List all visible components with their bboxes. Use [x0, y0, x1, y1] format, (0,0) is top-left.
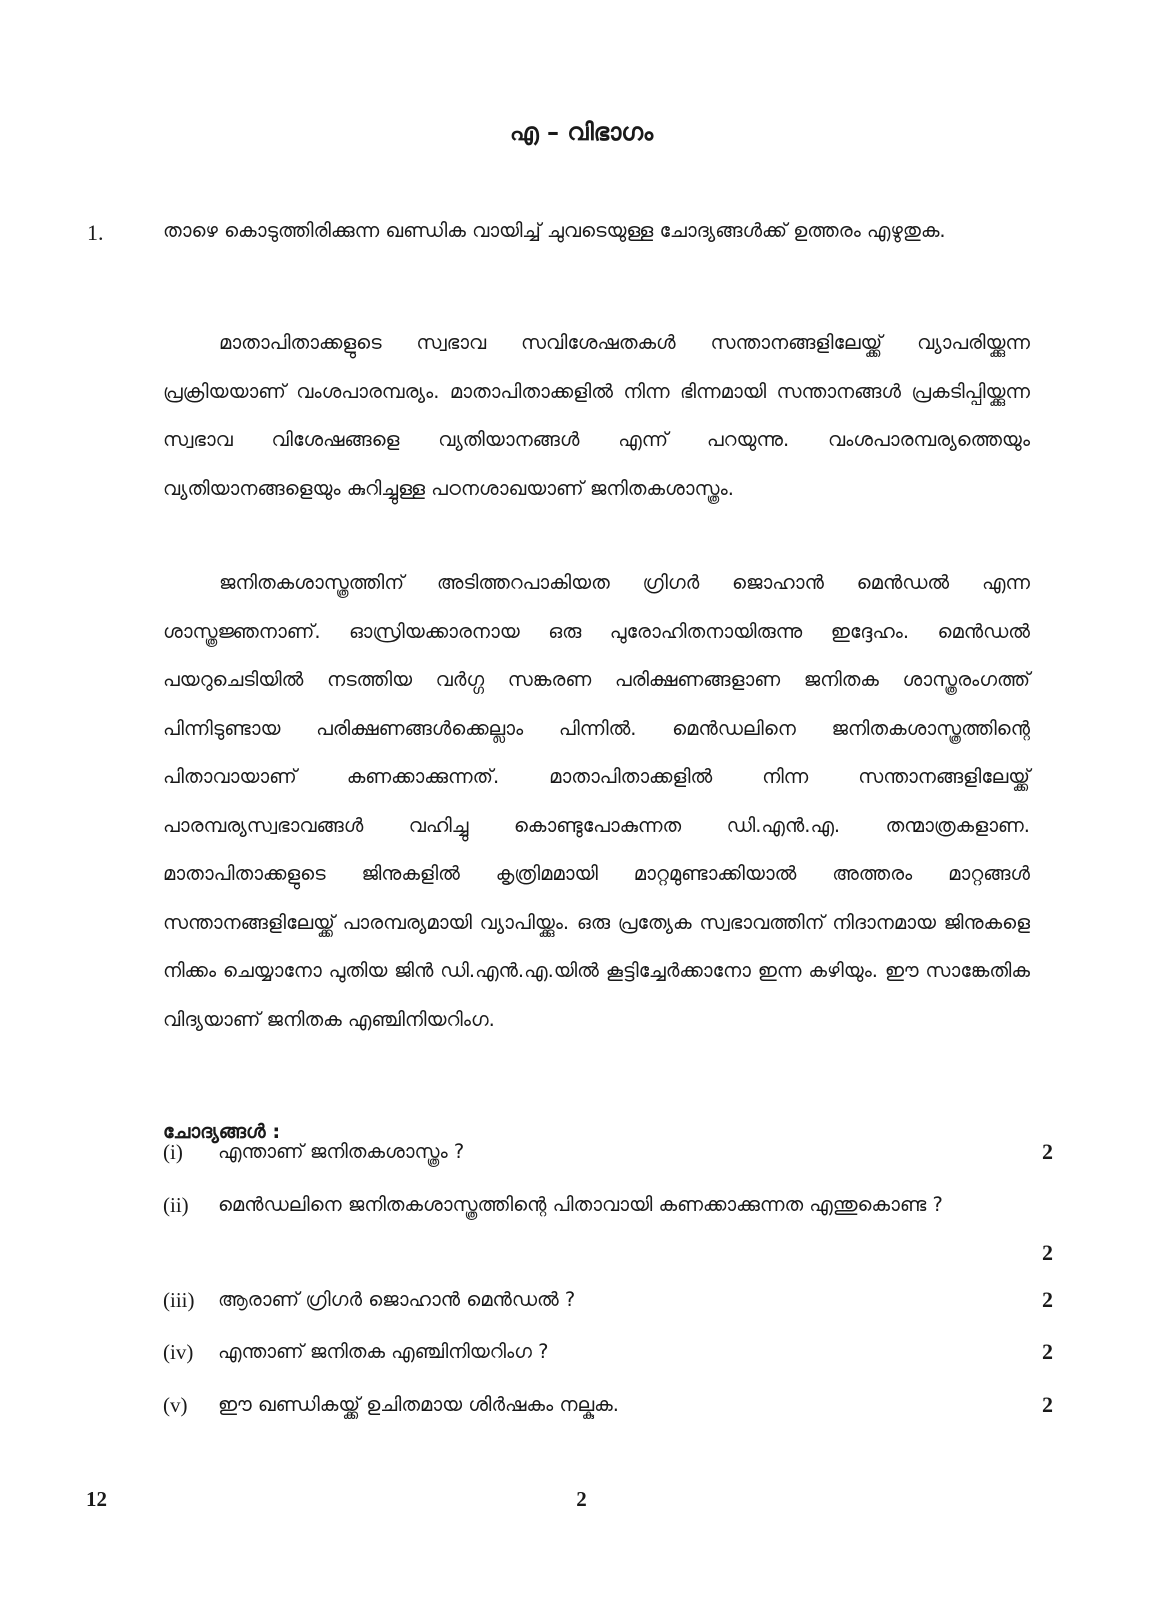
sub-question [163, 1328, 1053, 1376]
paper-code: 12 [86, 1487, 107, 1511]
sub-question [163, 1128, 1053, 1176]
sub-question-text: ആരാണ് ഗ്രിഗർ ജൊഹാൻ മെൻഡൽ ? [218, 1288, 576, 1311]
sub-question-marks: 2 [1042, 1287, 1053, 1312]
sub-question [163, 1181, 1053, 1277]
sub-question-text: എന്താണ് ജനിതക എഞ്ചിനിയറിംഗ ? [218, 1340, 549, 1363]
sub-question [163, 1381, 1053, 1429]
passage-paragraph-2: ജനിതകശാസ്ത്രത്തിന് അടിത്തറപാകിയത ഗ്രിഗർ ജൊഹാൻ മെൻഡൽ എന്ന ശാസ്ത്രജ്ഞനാണ്. ഓസ്രിയക്കാരനായ ഒരു പുരോഹിതനായിരുന്നു ഇദ്ദേഹം. മെൻഡൽ പയറുചെടിയിൽ നടത്തിയ വർഗ്ഗ സങ്കരണ പരിക്ഷണങ്ങളാണ ജനിതക ശാസ്ത്രരംഗത്ത് പിന്നിടുണ്ടായ പരിക്ഷണങ്ങൾക്കെല്ലാം പിന്നിൽ. മെൻഡലിനെ ജനിതകശാസ്ത്രത്തിന്റെ പിതാവായാണ് കണക്കാക്കുന്നത്. മാതാപിതാക്കളിൽ നിന്ന സന്താനങ്ങളിലേയ്ക്ക് പാരമ്പര്യസ്വഭാവങ്ങൾ വഹിച്ചു കൊണ്ടുപോകുന്നത ഡി.എൻ.എ. തന്മാത്രകളാണ. മാതാപിതാക്കളുടെ ജിനുകളിൽ കൃത്രിമമായി മാറ്റമുണ്ടാക്കിയാൽ അത്തരം മാറ്റങ്ങൾ സന്താനങ്ങളിലേയ്ക്ക് പാരമ്പര്യമായി വ്യാപിയ്ക്കും. ഒരു പ്രത്യേക സ്വഭാവത്തിന് നിദാനമായ ജിനുകളെ നിക്കം ചെയ്യാനോ പുതിയ ജിൻ ഡി.എൻ.എ.യിൽ കൂട്ടിച്ചേർക്കാനോ ഇന്ന കഴിയും. ഈ സാങ്കേതിക വിദ്യയാണ് ജനിതക എഞ്ചിനിയറിംഗ. [163, 571, 1030, 1031]
sub-question-marks: 2 [1042, 1240, 1053, 1265]
sub-question-marks: 2 [1042, 1139, 1053, 1164]
passage-paragraph-1: മാതാപിതാക്കളുടെ സ്വഭാവ സവിശേഷതകൾ സന്താനങ്ങളിലേയ്ക്ക് വ്യാപരിയ്ക്കുന്ന പ്രക്രിയയാണ് വംശപാരമ്പര്യം. മാതാപിതാക്കളിൽ നിന്ന ഭിന്നമായി സന്താനങ്ങൾ പ്രകടിപ്പിയ്ക്കുന്ന സ്വഭാവ വിശേഷങ്ങളെ വ്യതിയാനങ്ങൾ എന്ന് പറയുന്നു. വംശപാരമ്പര്യത്തെയും വ്യതിയാനങ്ങളെയും കുറിച്ചുള്ള പഠനശാഖയാണ് ജനിതകശാസ്ത്രം. [163, 331, 1030, 500]
sub-question-text: എന്താണ് ജനിതകശാസ്ത്രം ? [218, 1140, 465, 1163]
question-number: 1. [87, 220, 104, 245]
section-title: എ – വിഭാഗം [509, 118, 654, 146]
sub-question-label: (i) [163, 1140, 183, 1164]
page-number: 2 [576, 1487, 587, 1511]
questions-heading: ചോദ്യങ്ങൾ : [163, 1120, 281, 1143]
sub-question-marks: 2 [1042, 1392, 1053, 1417]
sub-question-label: (ii) [163, 1193, 189, 1217]
sub-question-text: മെൻഡലിനെ ജനിതകശാസ്ത്രത്തിന്റെ പിതാവായി കണക്കാക്കുന്നത എന്തുകൊണ്ട ? [218, 1193, 943, 1216]
sub-question-text: ഈ ഖണ്ഡികയ്ക്ക് ഉചിതമായ ശിർഷകം നല്കുക. [218, 1393, 619, 1416]
sub-question [163, 1276, 1053, 1324]
question-instruction: താഴെ കൊടുത്തിരിക്കുന്ന ഖണ്ഡിക വായിച്ച് ചുവടെയുള്ള ചോദ്യങ്ങൾക്ക് ഉത്തരം എഴുതുക. [163, 219, 946, 242]
sub-question-label: (iv) [163, 1340, 194, 1364]
sub-question-label: (v) [163, 1393, 188, 1417]
sub-question-label: (iii) [163, 1288, 195, 1312]
sub-question-marks: 2 [1042, 1339, 1053, 1364]
